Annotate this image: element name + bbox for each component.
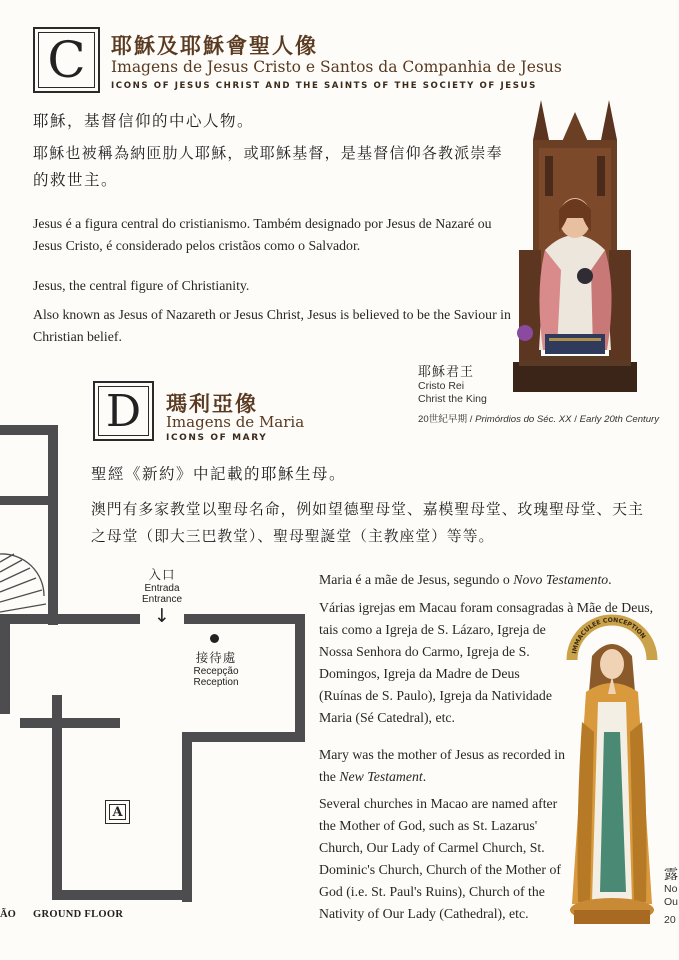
christ-the-king-date-en: Early 20th Century: [579, 414, 660, 425]
entrance-arrow-icon: ↓: [154, 605, 170, 627]
section-d-en-para1: [319, 744, 565, 788]
entrance-label-zh: 入口: [148, 567, 176, 582]
mary-caption-zh-cut: 露: [664, 867, 679, 883]
christ-the-king-caption-en: Christ the King: [418, 393, 487, 405]
entrance-label-en: Entrance: [141, 594, 183, 605]
wall-bottom: [52, 890, 192, 900]
section-d-en-para1-line2-a: the: [319, 769, 340, 784]
floor-label: GROUND FLOOR: [33, 909, 124, 920]
floor-label-cut: ÃO: [0, 909, 16, 920]
section-d-letter: D: [105, 385, 142, 437]
mary-caption-cut-line2: Ou: [664, 896, 679, 908]
section-d-pt-para1-a: Maria é a mãe de Jesus, segundo o: [319, 572, 514, 587]
section-d-en-line: Nativity of Our Lady (Cathedral), etc.: [319, 906, 529, 921]
christ-the-king-statue-image: [505, 100, 645, 400]
wall-left-vertical: [0, 614, 10, 714]
section-d-pt-line: (Ruínas de S. Paulo), Igreja da Natividade: [319, 688, 552, 703]
section-d-pt-para1-b: Novo Testamento: [513, 572, 609, 587]
section-d-en-line: Church, Our Lady of Carmel Church, St.: [319, 840, 545, 855]
wall-right-lower: [182, 732, 192, 902]
reception-label-pt: Recepção: [193, 666, 239, 677]
wall-entrance-right: [184, 614, 305, 624]
section-d-pt-line: Domingos, Igreja da Madre de Deus: [319, 666, 520, 681]
christ-the-king-date-pt: Primórdios do Séc. XX: [475, 414, 572, 425]
section-c-letter-box: [33, 27, 100, 93]
section-d-pt-line: Nossa Senhora do Carmo, Igreja de S.: [319, 644, 530, 659]
staircase-icon: [0, 548, 48, 620]
section-d-en-para1-line2-b: New Testament: [339, 769, 423, 784]
entrance-label: [130, 565, 194, 627]
section-d-en-para1-line2: [319, 766, 565, 788]
mary-caption-cut-line3: 20: [664, 914, 676, 926]
section-d-title-zh: 瑪利亞像: [166, 391, 258, 416]
section-d-zh-para1: 聖經《新約》中記載的耶穌生母。: [91, 465, 347, 483]
section-d-en-para1-line1: Mary was the mother of Jesus as recorded in: [319, 747, 565, 762]
date-separator-1: /: [469, 414, 476, 425]
section-d-pt-para1-c: .: [608, 572, 612, 587]
section-c-en-para2-line1: Also known as Jesus of Nazareth or Jesus Christ, Jesus is believed to be the Saviour in: [33, 307, 511, 322]
reception-label: [184, 648, 248, 688]
section-d-title-pt: Imagens de Maria: [166, 413, 305, 431]
wall-cross-horizontal: [20, 718, 120, 728]
section-c-letter: C: [47, 31, 86, 89]
section-d-zh-para2-line2: 之母堂（即大三巴教堂）、聖母聖誕堂（主教座堂）等等。: [91, 528, 495, 545]
section-d-pt-line: tais como a Igreja de S. Lázaro, Igreja de: [319, 622, 546, 637]
christ-the-king-caption-pt: Cristo Rei: [418, 380, 465, 392]
wall-upper-inner: [0, 496, 48, 505]
section-c-pt-line1: Jesus é a figura central do cristianismo. Também designado por Jesus de Nazaré ou: [33, 216, 492, 231]
room-a-marker: [105, 800, 130, 824]
section-c-zh-para2-line2: 的救世主。: [33, 171, 119, 189]
mary-caption-cut-line1: No: [664, 883, 678, 895]
section-d-en-line: the Mother of God, such as St. Lazarus': [319, 818, 538, 833]
christ-the-king-date: [418, 411, 659, 425]
section-d-en-line: Several churches in Macao are named after: [319, 796, 558, 811]
date-separator-2: /: [574, 414, 580, 425]
wall-stair-right: [48, 425, 58, 625]
reception-label-en: Reception: [193, 677, 239, 688]
mary-statue-image: [560, 612, 660, 932]
section-c-en-para2-line2: Christian belief.: [33, 329, 122, 344]
section-c-pt-line2: Jesus Cristo, é considerado pelos cristãos como o Salvador.: [33, 238, 361, 253]
section-d-pt-line: Várias igrejas em Macau foram consagradas à Mãe de Deus,: [319, 600, 654, 615]
section-d-pt-para1: [319, 569, 612, 591]
section-c-title-en: ICONS OF JESUS CHRIST AND THE SAINTS OF THE SOCIETY OF JESUS: [111, 81, 537, 91]
section-c-title-zh: 耶穌及耶穌會聖人像: [111, 33, 318, 58]
section-d-letter-box: [93, 381, 154, 441]
section-d-en-line: God (i.e. St. Paul's Ruins), Church of the: [319, 884, 545, 899]
christ-the-king-date-zh: 20世紀早期: [418, 414, 468, 425]
wall-right-upper: [295, 614, 305, 742]
wall-entrance-left: [0, 614, 140, 624]
section-d-en-line: Dominic's Church, Church of the Mother of: [319, 862, 561, 877]
reception-dot-icon: [210, 634, 219, 643]
reception-label-zh: 接待處: [195, 650, 237, 665]
room-a-label: A: [112, 804, 123, 820]
entrance-label-pt: Entrada: [144, 583, 180, 594]
section-d-pt-line: Maria (Sé Catedral), etc.: [319, 710, 455, 725]
section-d-zh-para2-line1: 澳門有多家教堂以聖母名命，例如望德聖母堂、嘉模聖母堂、玫瑰聖母堂、天主: [91, 501, 644, 518]
christ-the-king-caption-zh: 耶穌君王: [418, 365, 475, 380]
mary-halo-text: IMMACULEE CONCEPTION: [571, 616, 647, 655]
section-d-en-para1-line2-c: .: [422, 769, 427, 784]
section-c-zh-para2-line1: 耶穌也被稱為納匝肋人耶穌，或耶穌基督，是基督信仰各教派崇奉: [33, 144, 503, 162]
section-c-zh-para1: 耶穌，基督信仰的中心人物。: [33, 112, 255, 130]
section-c-en-para1: Jesus, the central figure of Christianity.: [33, 278, 250, 293]
wall-right-step: [182, 732, 305, 742]
section-d-en-para2: [319, 793, 561, 925]
section-c-title-pt: Imagens de Jesus Cristo e Santos da Companhia de Jesus: [111, 58, 562, 76]
section-d-title-en: ICONS OF MARY: [166, 433, 268, 443]
wall-cross-vertical: [52, 695, 62, 900]
